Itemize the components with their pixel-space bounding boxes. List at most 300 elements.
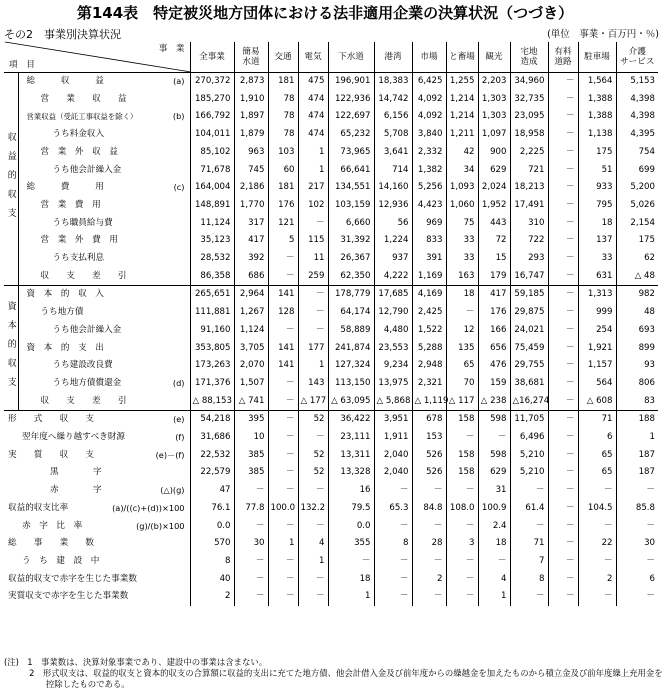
table-cell: 48 xyxy=(616,304,658,322)
table-cell: 721 xyxy=(510,162,548,180)
table-cell: 187 xyxy=(616,464,658,482)
table-cell: 3,840 xyxy=(412,126,446,144)
table-cell: 629 xyxy=(478,464,510,482)
row-label xyxy=(18,357,190,375)
table-cell: 2,873 xyxy=(234,73,268,91)
table-cell: 2,070 xyxy=(234,357,268,375)
row-label xyxy=(4,535,190,553)
row-label-text: うち職員給与費 xyxy=(52,217,113,228)
table-cell: 181 xyxy=(268,179,298,197)
table-cell: － xyxy=(616,482,658,500)
table-cell: 6,425 xyxy=(412,73,446,91)
table-row xyxy=(4,340,658,358)
table-cell: 108.0 xyxy=(446,500,478,518)
table-cell: △ 177 xyxy=(298,393,328,411)
row-label-text: うち建設改良費 xyxy=(52,360,113,371)
table-row xyxy=(4,162,658,180)
table-cell: 62 xyxy=(616,250,658,268)
table-cell: － xyxy=(548,126,578,144)
table-cell: － xyxy=(298,215,328,233)
row-label-text: 営 業 外 収 益 xyxy=(40,146,118,157)
table-cell: － xyxy=(548,268,578,286)
row-label-text: うち地方債償還金 xyxy=(52,377,122,388)
table-cell: － xyxy=(548,464,578,482)
row-label-text: うち他会計繰入金 xyxy=(52,164,122,175)
table-row xyxy=(4,144,658,162)
table-cell: 795 xyxy=(578,197,616,215)
table-cell: 33 xyxy=(446,232,478,250)
table-cell: － xyxy=(578,588,616,606)
table-cell: 1,952 xyxy=(478,197,510,215)
table-cell: 1,564 xyxy=(578,73,616,91)
row-label xyxy=(18,268,190,286)
table-cell: 196,901 xyxy=(328,73,374,91)
table-cell: 476 xyxy=(478,357,510,375)
table-cell: 1,157 xyxy=(578,357,616,375)
table-cell: 42 xyxy=(446,144,478,162)
table-cell: 79.5 xyxy=(328,500,374,518)
table-cell: 56 xyxy=(374,215,412,233)
table-row xyxy=(4,429,658,447)
row-label xyxy=(4,429,190,447)
table-cell: 52 xyxy=(298,464,328,482)
table-cell: － xyxy=(298,571,328,589)
table-cell: － xyxy=(548,571,578,589)
table-cell: － xyxy=(298,588,328,606)
table-cell: 1,388 xyxy=(578,108,616,126)
table-cell: － xyxy=(268,464,298,482)
row-note: (△)(g) xyxy=(160,485,185,496)
table-row xyxy=(4,518,658,536)
table-cell: 1,214 xyxy=(446,108,478,126)
row-label-text: 総 収 益 xyxy=(26,76,104,86)
table-cell: 75,459 xyxy=(510,340,548,358)
table-cell: 31,686 xyxy=(190,429,234,447)
row-note: (g)/(b)×100 xyxy=(136,520,185,531)
table-cell: 982 xyxy=(616,286,658,304)
corner-top-label: 事 業 xyxy=(158,44,185,54)
table-cell: 1,138 xyxy=(578,126,616,144)
table-cell: 72 xyxy=(478,232,510,250)
table-cell: 3 xyxy=(446,535,478,553)
table-cell: 65 xyxy=(446,357,478,375)
table-cell: － xyxy=(268,518,298,536)
table-cell: 166,792 xyxy=(190,108,234,126)
row-label-text: 赤 字 xyxy=(50,485,102,496)
table-cell: － xyxy=(548,553,578,571)
table-cell: － xyxy=(268,375,298,393)
table-cell: 78 xyxy=(268,91,298,109)
table-cell: 85,102 xyxy=(190,144,234,162)
table-cell: － xyxy=(548,144,578,162)
table-cell: － xyxy=(578,553,616,571)
table-cell: － xyxy=(446,304,478,322)
table-cell: 29,875 xyxy=(510,304,548,322)
table-cell: 185,270 xyxy=(190,91,234,109)
table-cell: 26,367 xyxy=(328,250,374,268)
table-cell: △ 1,119 xyxy=(412,393,446,411)
table-cell: 2,425 xyxy=(412,304,446,322)
table-cell: － xyxy=(234,482,268,500)
table-cell: － xyxy=(478,553,510,571)
table-cell: 417 xyxy=(478,286,510,304)
row-note: (d) xyxy=(172,377,185,388)
table-cell: － xyxy=(548,535,578,553)
table-cell: － xyxy=(548,286,578,304)
table-cell: 2,321 xyxy=(412,375,446,393)
row-label-text: うち料金収入 xyxy=(52,129,105,140)
row-label xyxy=(18,144,190,162)
table-cell: 65 xyxy=(578,464,616,482)
table-cell: 100.9 xyxy=(478,500,510,518)
table-cell: △ 741 xyxy=(234,393,268,411)
table-cell: 127,324 xyxy=(328,357,374,375)
row-label xyxy=(4,500,190,518)
footnotes xyxy=(4,657,663,690)
table-cell: 176 xyxy=(268,197,298,215)
table-cell: 526 xyxy=(412,464,446,482)
row-note: (a) xyxy=(173,76,185,86)
table-row xyxy=(4,411,658,429)
table-cell: － xyxy=(374,588,412,606)
row-label xyxy=(4,447,190,465)
table-cell: － xyxy=(234,571,268,589)
table-cell: △ 63,095 xyxy=(328,393,374,411)
table-cell: － xyxy=(548,91,578,109)
table-cell: － xyxy=(548,340,578,358)
table-cell: 18,213 xyxy=(510,179,548,197)
table-cell: 153 xyxy=(412,429,446,447)
table-cell: 103,159 xyxy=(328,197,374,215)
row-label-text: 資 本 的 支 出 xyxy=(26,342,104,353)
table-cell: 933 xyxy=(578,179,616,197)
table-cell: 693 xyxy=(616,322,658,340)
table-cell: 54,218 xyxy=(190,411,234,429)
table-cell: 1,214 xyxy=(446,91,478,109)
table-cell: 443 xyxy=(478,215,510,233)
table-cell: 91,160 xyxy=(190,322,234,340)
table-row xyxy=(4,588,658,606)
table-cell: △ 48 xyxy=(616,268,658,286)
table-cell: 102 xyxy=(298,197,328,215)
table-cell: － xyxy=(298,304,328,322)
table-cell: 111,881 xyxy=(190,304,234,322)
table-cell: － xyxy=(268,553,298,571)
row-label xyxy=(18,286,190,304)
row-label-text: 収益的収支で赤字を生じた事業数 xyxy=(8,573,137,584)
table-cell: 187 xyxy=(616,447,658,465)
table-cell: 474 xyxy=(298,126,328,144)
table-cell: － xyxy=(412,518,446,536)
table-cell: 353,805 xyxy=(190,340,234,358)
table-cell: 8 xyxy=(190,553,234,571)
column-header: 介護 サービス xyxy=(616,42,658,73)
table-cell: － xyxy=(374,518,412,536)
row-label-text: 総 費 用 xyxy=(26,182,104,193)
table-cell: 178,779 xyxy=(328,286,374,304)
table-cell: 23,111 xyxy=(328,429,374,447)
table-cell: 61.4 xyxy=(510,500,548,518)
row-label xyxy=(18,91,190,109)
table-cell: 11,124 xyxy=(190,215,234,233)
table-cell: 1 xyxy=(616,429,658,447)
table-cell: 83 xyxy=(616,393,658,411)
row-label-text: 総 事 業 数 xyxy=(8,538,94,549)
table-cell: 14,160 xyxy=(374,179,412,197)
table-cell: 66,641 xyxy=(328,162,374,180)
table-row xyxy=(4,232,658,250)
table-cell: 12,790 xyxy=(374,304,412,322)
footnote-2-cont: 控除したものである。 xyxy=(4,679,130,689)
row-label-text: 収益的収支比率 xyxy=(8,502,69,513)
table-cell: 745 xyxy=(234,162,268,180)
table-cell: － xyxy=(298,286,328,304)
table-cell: － xyxy=(510,518,548,536)
table-cell: 1,879 xyxy=(234,126,268,144)
table-cell: － xyxy=(268,393,298,411)
row-label-text: 実 質 収 支 xyxy=(8,449,94,460)
table-cell: △ 117 xyxy=(446,393,478,411)
column-header: と畜場 xyxy=(446,42,478,73)
table-cell: 293 xyxy=(510,250,548,268)
table-cell: 65,232 xyxy=(328,126,374,144)
table-cell: 1,522 xyxy=(412,322,446,340)
table-cell: 51 xyxy=(578,162,616,180)
row-note: (c) xyxy=(173,182,185,193)
financial-table xyxy=(4,42,658,606)
table-cell: － xyxy=(548,500,578,518)
table-cell: 22 xyxy=(578,535,616,553)
table-cell: 75 xyxy=(446,215,478,233)
table-cell: 5,708 xyxy=(374,126,412,144)
row-label-text: 営 業 費 用 xyxy=(40,199,101,210)
table-row xyxy=(4,447,658,465)
column-header: 市場 xyxy=(412,42,446,73)
table-cell: － xyxy=(268,482,298,500)
table-row xyxy=(4,108,658,126)
table-cell: 135 xyxy=(446,340,478,358)
table-cell: 564 xyxy=(578,375,616,393)
table-cell: 62,350 xyxy=(328,268,374,286)
table-cell: － xyxy=(234,553,268,571)
row-label xyxy=(4,411,190,429)
row-label-text: 収 支 差 引 xyxy=(40,395,127,406)
table-cell: 999 xyxy=(578,304,616,322)
table-cell: － xyxy=(548,322,578,340)
row-label xyxy=(18,215,190,233)
table-cell: 148,891 xyxy=(190,197,234,215)
table-cell: － xyxy=(298,429,328,447)
table-cell: 77.8 xyxy=(234,500,268,518)
table-cell: 16 xyxy=(328,482,374,500)
table-cell: 73,965 xyxy=(328,144,374,162)
table-cell: 1 xyxy=(298,162,328,180)
row-label xyxy=(4,482,190,500)
table-cell: 526 xyxy=(412,447,446,465)
table-cell: 173,263 xyxy=(190,357,234,375)
table-cell: 1,124 xyxy=(234,322,268,340)
table-cell: 52 xyxy=(298,411,328,429)
table-row xyxy=(4,464,658,482)
table-cell: 5,200 xyxy=(616,179,658,197)
table-cell: － xyxy=(578,518,616,536)
table-cell: 2,203 xyxy=(478,73,510,91)
table-cell: 2,225 xyxy=(510,144,548,162)
table-cell: 86,358 xyxy=(190,268,234,286)
table-row xyxy=(4,179,658,197)
row-label-text: 営業収益（受託工事収益を除く） xyxy=(26,112,138,122)
table-cell: 9,234 xyxy=(374,357,412,375)
table-row xyxy=(4,482,658,500)
table-cell: － xyxy=(446,588,478,606)
table-cell: 1,224 xyxy=(374,232,412,250)
table-cell: 65 xyxy=(578,447,616,465)
table-cell: 5,153 xyxy=(616,73,658,91)
row-note: (a)/((c)+(d))×100 xyxy=(112,502,185,513)
table-cell: － xyxy=(616,588,658,606)
table-cell: 34,960 xyxy=(510,73,548,91)
table-cell: 5,288 xyxy=(412,340,446,358)
row-label-text: 赤 字 比 率 xyxy=(22,520,83,531)
table-cell: 28,532 xyxy=(190,250,234,268)
row-label xyxy=(18,232,190,250)
table-cell: 18 xyxy=(578,215,616,233)
table-cell: － xyxy=(446,518,478,536)
table-cell: 18 xyxy=(328,571,374,589)
table-cell: 31,392 xyxy=(328,232,374,250)
table-cell: 0.0 xyxy=(190,518,234,536)
table-cell: 1,303 xyxy=(478,108,510,126)
table-cell: － xyxy=(298,482,328,500)
table-row xyxy=(4,393,658,411)
table-cell: 104,011 xyxy=(190,126,234,144)
table-row xyxy=(4,322,658,340)
table-cell: 31 xyxy=(478,482,510,500)
table-cell: 175 xyxy=(578,144,616,162)
table-cell: － xyxy=(548,197,578,215)
table-cell: 1,911 xyxy=(374,429,412,447)
table-cell: 181 xyxy=(268,73,298,91)
table-cell: － xyxy=(548,393,578,411)
table-cell: 11,705 xyxy=(510,411,548,429)
table-cell: 1,507 xyxy=(234,375,268,393)
table-cell: 163 xyxy=(446,268,478,286)
table-row xyxy=(4,126,658,144)
table-row xyxy=(4,268,658,286)
table-cell: － xyxy=(412,482,446,500)
row-label xyxy=(4,518,190,536)
table-cell: 4 xyxy=(478,571,510,589)
table-cell: － xyxy=(446,553,478,571)
table-cell: 28 xyxy=(412,535,446,553)
header-row xyxy=(4,42,658,73)
table-cell: 1 xyxy=(298,144,328,162)
table-cell: 33 xyxy=(446,250,478,268)
table-cell: 78 xyxy=(268,126,298,144)
table-cell: － xyxy=(616,553,658,571)
row-label-text: うち支払利息 xyxy=(52,253,105,264)
row-label-text: 営 業 外 費 用 xyxy=(40,235,118,246)
table-cell: 93 xyxy=(616,357,658,375)
row-note: (e)－(f) xyxy=(155,449,185,460)
table-cell: － xyxy=(446,571,478,589)
row-label xyxy=(18,322,190,340)
table-cell: － xyxy=(548,73,578,91)
row-label-text: 収 支 差 引 xyxy=(40,270,127,281)
table-cell: 134,551 xyxy=(328,179,374,197)
row-label xyxy=(18,375,190,393)
table-cell: 270,372 xyxy=(190,73,234,91)
table-cell: 4,398 xyxy=(616,108,658,126)
table-cell: △16,274 xyxy=(510,393,548,411)
table-cell: 132.2 xyxy=(298,500,328,518)
row-label xyxy=(18,108,190,126)
page-title: 第144表 特定被災地方団体における法非適用企業の決算状況（つづき） xyxy=(76,4,574,22)
table-cell: － xyxy=(548,482,578,500)
table-cell: 188 xyxy=(616,411,658,429)
unit-label: (単位 事業・百万円・％) xyxy=(547,29,659,40)
table-cell: △ 5,868 xyxy=(374,393,412,411)
table-cell: － xyxy=(548,250,578,268)
table-cell: 84.8 xyxy=(412,500,446,518)
column-header: 有料 道路 xyxy=(548,42,578,73)
table-cell: － xyxy=(510,588,548,606)
table-cell: 722 xyxy=(510,232,548,250)
table-cell: 5,026 xyxy=(616,197,658,215)
table-cell: － xyxy=(548,588,578,606)
table-cell: 2 xyxy=(190,588,234,606)
table-cell: 969 xyxy=(412,215,446,233)
table-cell: － xyxy=(548,108,578,126)
table-cell: 1,910 xyxy=(234,91,268,109)
table-cell: 2.4 xyxy=(478,518,510,536)
table-cell: － xyxy=(268,571,298,589)
table-cell: － xyxy=(328,553,374,571)
subtitle: その2 事業別決算状況 xyxy=(4,28,121,41)
table-cell: 4,222 xyxy=(374,268,412,286)
row-label xyxy=(4,464,190,482)
table-cell: 60 xyxy=(268,162,298,180)
table-cell: 52 xyxy=(298,447,328,465)
table-cell: 143 xyxy=(298,375,328,393)
table-cell: 13,328 xyxy=(328,464,374,482)
table-cell: 179 xyxy=(478,268,510,286)
table-cell: 4,092 xyxy=(412,91,446,109)
table-cell: 391 xyxy=(412,250,446,268)
table-cell: － xyxy=(268,429,298,447)
table-cell: 5 xyxy=(268,232,298,250)
table-cell: 2,154 xyxy=(616,215,658,233)
row-label xyxy=(18,179,190,197)
table-cell: 1,093 xyxy=(446,179,478,197)
table-cell: 259 xyxy=(298,268,328,286)
corner-header xyxy=(4,42,190,73)
table-cell: 631 xyxy=(578,268,616,286)
table-cell: 2,024 xyxy=(478,179,510,197)
table-cell: 2 xyxy=(412,571,446,589)
table-cell: 35,123 xyxy=(190,232,234,250)
table-cell: 598 xyxy=(478,447,510,465)
table-cell: 1 xyxy=(268,535,298,553)
table-cell: 65.3 xyxy=(374,500,412,518)
table-row xyxy=(4,357,658,375)
table-cell: 171,376 xyxy=(190,375,234,393)
table-cell: 1 xyxy=(298,553,328,571)
table-row xyxy=(4,304,658,322)
column-header: 宅地 造成 xyxy=(510,42,548,73)
table-cell: 164,004 xyxy=(190,179,234,197)
table-cell: － xyxy=(548,375,578,393)
